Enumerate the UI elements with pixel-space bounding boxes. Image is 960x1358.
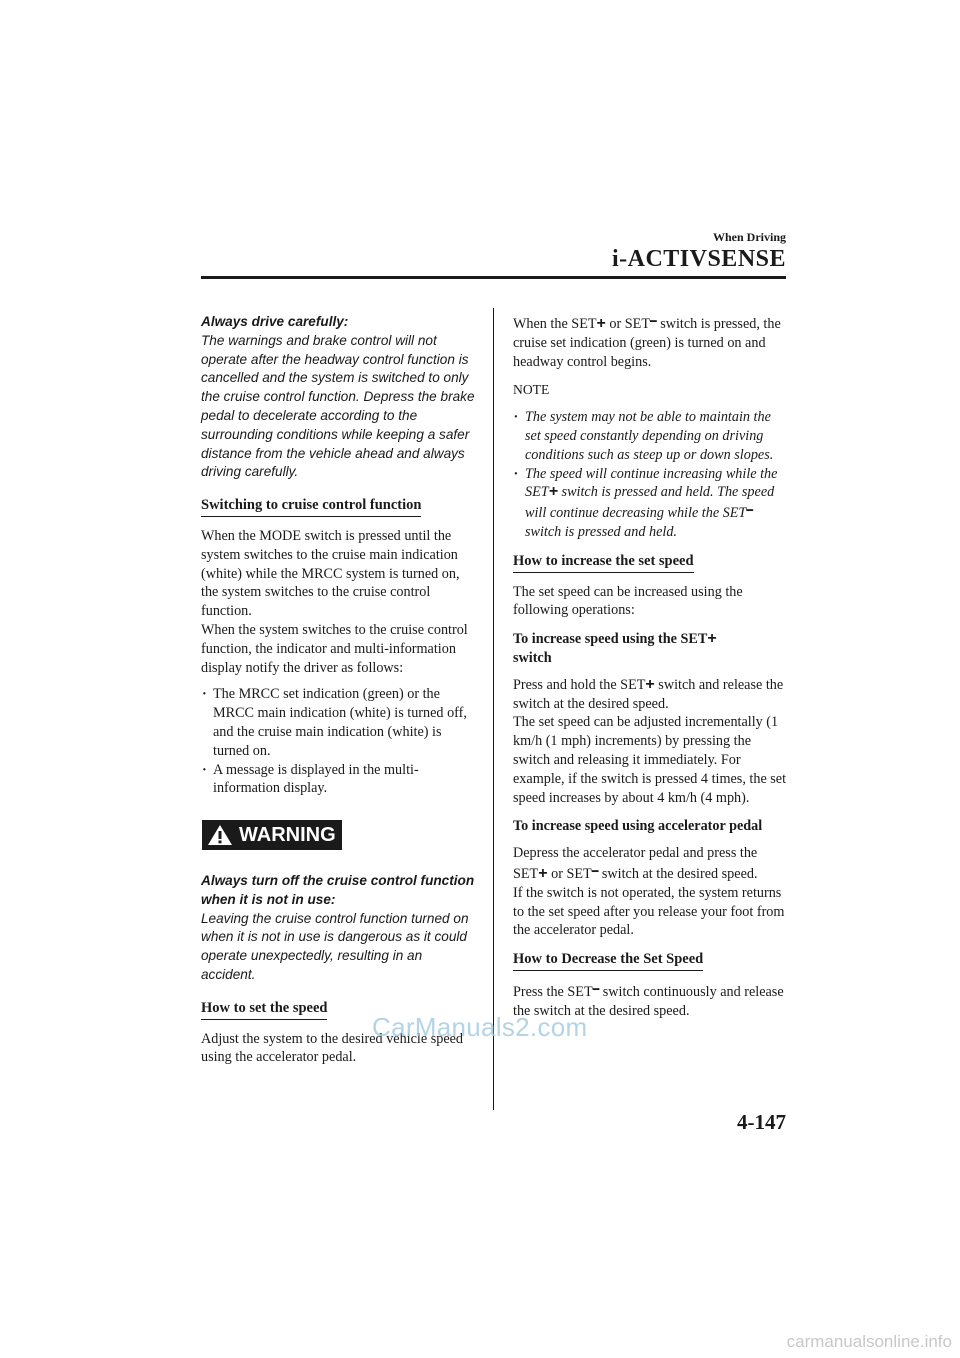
- subheading-set-plus: To increase speed using the SET + switch: [513, 630, 787, 668]
- heading-decrease-speed: How to Decrease the Set Speed: [513, 950, 787, 971]
- page-number: 4-147: [737, 1110, 786, 1134]
- paragraph: Depress the accelerator pedal and press the SET + or SET ━ switch at the desired speed.: [513, 844, 787, 884]
- plus-icon: [597, 316, 606, 332]
- caution-block: [201, 313, 475, 482]
- list-item: · A message is displayed in the multi-information display.: [213, 761, 475, 799]
- heading-switching: Switching to cruise control function: [201, 496, 475, 517]
- list-item: · The MRCC set indication (green) or the MRCC main indication (white) is turned off, and the cruise main indication (white) is turned on.: [213, 685, 475, 760]
- warning-body: Leaving the cruise control function turned on when it is not in use is dangerous as it could operate unexpectedly, resulting in an accident.: [201, 910, 469, 982]
- paragraph: If the switch is not operated, the system returns to the set speed after you release your foot from the accelerator pedal.: [513, 884, 785, 939]
- minus-icon: [746, 505, 753, 521]
- plus-icon: [538, 866, 547, 882]
- notification-list: [201, 685, 475, 798]
- note-label: NOTE: [513, 382, 550, 398]
- chapter-title: i-ACTIVSENSE: [611, 246, 786, 272]
- warning-block: [201, 872, 475, 985]
- header-rule: [201, 276, 786, 279]
- caution-body: The warnings and brake control will not operate after the headway control function is cancelled and the system is switched to only the cruise control function. Depress the brake pedal to decelerate according to the surrounding conditions while keeping a safer distance from the vehicle ahead and always driving carefully.: [201, 332, 475, 480]
- heading-set-speed: How to set the speed: [201, 999, 475, 1020]
- heading-increase-speed: How to increase the set speed: [513, 552, 787, 573]
- note-list: [513, 408, 787, 542]
- paragraph: When the system switches to the cruise control function, the indicator and multi-information display notify the driver as follows:: [201, 621, 468, 676]
- paragraph: The set speed can be increased using the following operations:: [513, 583, 743, 619]
- warning-triangle-icon: [207, 824, 233, 846]
- paragraph: The set speed can be adjusted incrementally (1 km/h (1 mph) increments) by pressing the switch and releasing it immediately. For example, if the switch is pressed 4 times, the set speed increases by about 4 km/h (4 mph).: [513, 714, 787, 806]
- right-column: [513, 313, 787, 1031]
- list-item: · The speed will continue increasing while the SET + switch is pressed and held. The speed will continue decreasing while the SET ━ switch is pressed and held.: [525, 465, 787, 542]
- paragraph: When the SET + or SET ━ switch is pressed, the cruise set indication (green) is turned on and headway control begins.: [513, 313, 787, 371]
- plus-icon: [707, 631, 716, 647]
- paragraph: When the MODE switch is pressed until the system switches to the cruise main indication (white) while the MRCC system is turned on, the system switches to the cruise control function.: [201, 527, 460, 620]
- footer-url[interactable]: carmanualsonline.info: [786, 1332, 952, 1351]
- paragraph: Press the SET ━ switch continuously and release the switch at the desired speed.: [513, 981, 787, 1021]
- caution-title: Always drive carefully:: [201, 314, 349, 329]
- left-column: [201, 313, 475, 1077]
- watermark: CarManuals2.com: [372, 1012, 588, 1042]
- paragraph: Press and hold the SET + switch and release the switch at the desired speed.: [513, 676, 787, 714]
- list-item: · The system may not be able to maintain the set speed constantly depending on driving conditions such as steep up or down slopes.: [525, 408, 787, 464]
- warning-banner: [201, 820, 475, 852]
- plus-icon: [645, 677, 654, 693]
- subheading-accelerator: To increase speed using accelerator pedal: [513, 818, 763, 835]
- warning-title: Always turn off the cruise control function when it is not in use:: [201, 872, 475, 907]
- column-divider: [493, 308, 494, 1110]
- warning-label: WARNING: [239, 823, 336, 846]
- section-name: When Driving: [712, 230, 786, 244]
- paragraph: Adjust the system to the desired vehicle speed using the accelerator pedal.: [201, 1030, 464, 1066]
- plus-icon: [549, 484, 558, 500]
- minus-icon: [650, 316, 657, 332]
